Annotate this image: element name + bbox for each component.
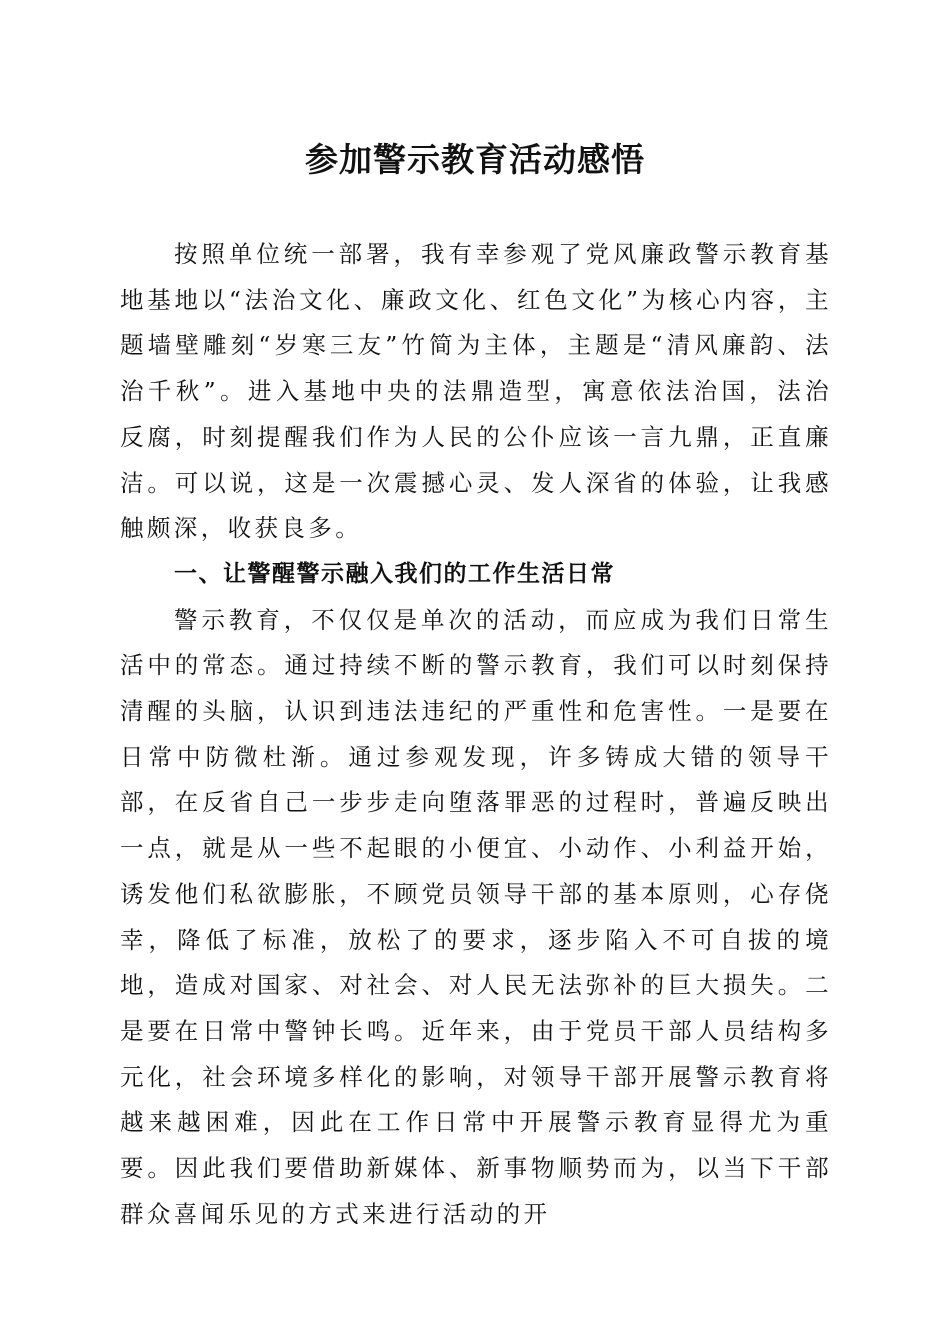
intro-paragraph: 按照单位统一部署，我有幸参观了党风廉政警示教育基地基地以“法治文化、廉政文化、红色文化”为核心内容，主题墙壁雕刻“岁寒三友”竹简为主体，主题是“清风廉韵、法治千秋”。进入基地中央的法鼎造型，寓意依法治国，法治反腐，时刻提醒我们作为人民的公仆应该一言九鼎，正直廉洁。可以说，这是一次震撼心灵、发人深省的体验，让我感触颇深，收获良多。 [120,240,832,543]
section-heading: 一、让警醒警示融入我们的工作生活日常 [174,560,615,587]
section-paragraph: 警示教育，不仅仅是单次的活动，而应成为我们日常生活中的常态。通过持续不断的警示教育，我们可以时刻保持清醒的头脑，认识到违法违纪的严重性和危害性。一是要在日常中防微杜渐。通过参观发现，许多铸成大错的领导干部，在反省自己一步步走向堕落罪恶的过程时，普遍反映出一点，就是从一些不起眼的小便宜、小动作、小利益开始，诱发他们私欲膨胀，不顾党员领导干部的基本原则，心存侥幸，降低了标准，放松了的要求，逐步陷入不可自拔的境地，造成对国家、对社会、对人民无法弥补的巨大损失。二是要在日常中警钟长鸣。近年来，由于党员干部人员结构多元化，社会环境多样化的影响，对领导干部开展警示教育将越来越困难，因此在工作日常中开展警示教育显得尤为重要。因此我们要借助新媒体、新事物顺势而为，以当下干部群众喜闻乐见的方式来进行活动的开 [120,605,832,1228]
document-title: 参加警示教育活动感悟 [305,140,645,179]
document-body [120,232,832,1237]
